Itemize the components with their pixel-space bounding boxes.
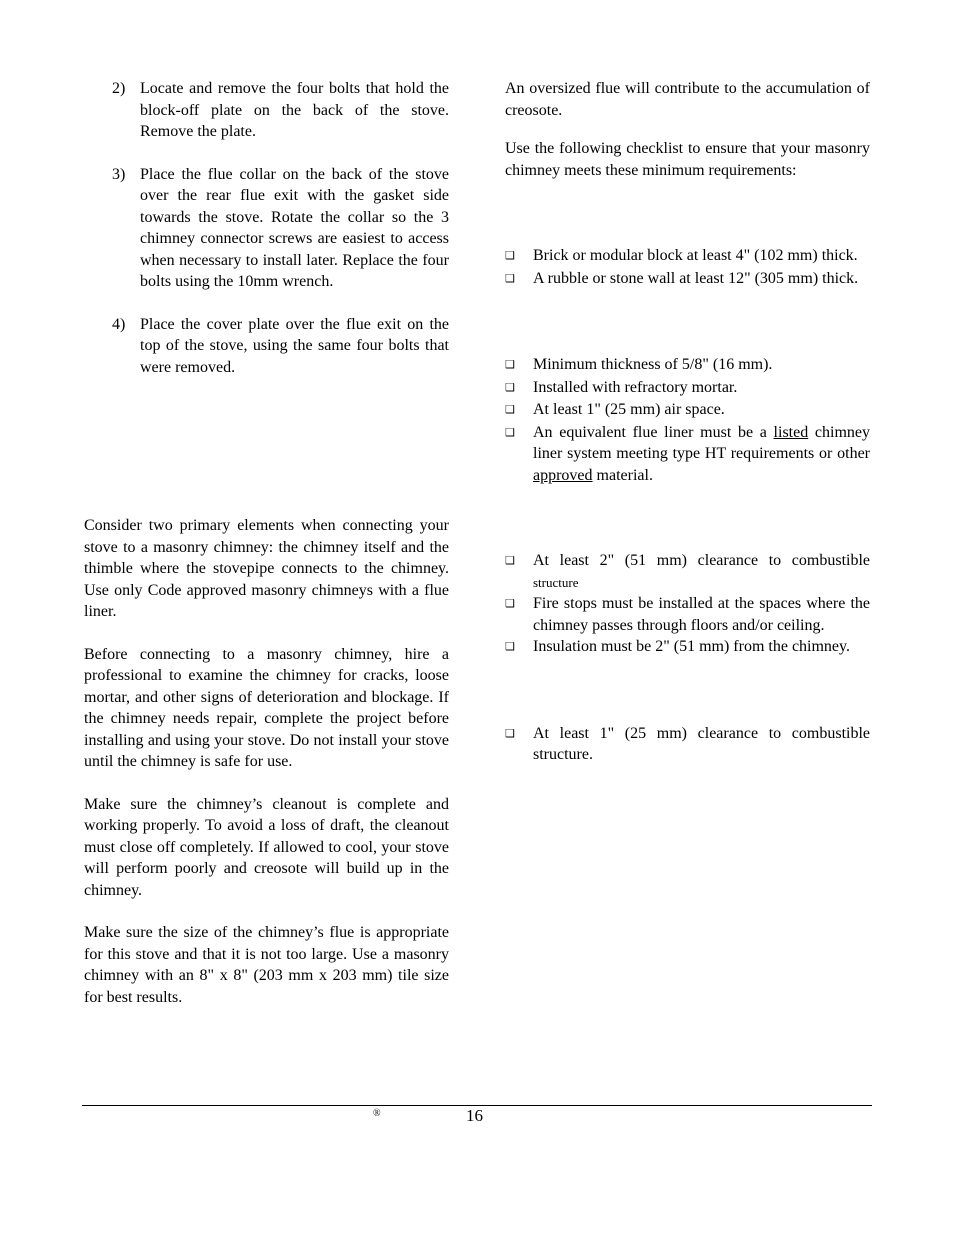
checkbox-bullet-icon: ❑ bbox=[505, 250, 515, 262]
step-4 bbox=[112, 314, 449, 379]
step-text: Place the flue collar on the back of the stove over the rear flue exit with the gasket side towards the stove. Rotate the collar so the 3 chimney connector screws are easiest to access when necessary to install later. Replace the four bolts using the 10mm wrench. bbox=[140, 165, 449, 290]
checkbox-bullet-icon: ❑ bbox=[505, 359, 515, 371]
paragraph-oversized-flue: An oversized flue will contribute to the accumulation of creosote. bbox=[505, 80, 870, 119]
checkbox-bullet-icon: ❑ bbox=[505, 555, 515, 567]
checklist-clearance bbox=[505, 550, 870, 659]
checklist-item: ❑ Fire stops must be installed at the spaces where the chimney passes through floors and/or ceiling. bbox=[505, 593, 870, 636]
step-number: 4) bbox=[112, 315, 126, 333]
step-text: Locate and remove the four bolts that hold the block-off plate on the back of the stove. Remove the plate. bbox=[140, 80, 449, 140]
step-number: 2) bbox=[112, 80, 126, 97]
paragraph-hire-professional: Before connecting to a masonry chimney, hire a professional to examine the chimney for cracks, loose mortar, and other signs of deterioration and blockage. If the chimney needs repair, complete the project before installing and using your stove. Do not install your stove until the chimney is safe for use. bbox=[84, 645, 449, 770]
checklist-item: ❑ An equivalent flue liner must be a listed chimney liner system meeting type HT requirements or other approved material. bbox=[505, 422, 870, 487]
checklist-item: ❑ Installed with refractory mortar. bbox=[505, 377, 870, 400]
checkbox-bullet-icon: ❑ bbox=[505, 381, 515, 394]
checklist-item: ❑ A rubble or stone wall at least 12" (305 mm) thick. bbox=[505, 268, 870, 291]
right-column bbox=[505, 78, 870, 766]
page-number: 16 bbox=[466, 1106, 483, 1125]
checklist-item: ❑ Brick or modular block at least 4" (102 mm) thick. bbox=[505, 245, 870, 268]
checklist-thimble bbox=[505, 723, 870, 766]
step-2 bbox=[112, 78, 449, 143]
checklist-wall bbox=[505, 245, 870, 290]
step-number: 3) bbox=[112, 165, 126, 183]
approved-term: approved bbox=[533, 466, 593, 484]
paragraph-cleanout: Make sure the chimney’s cleanout is complete and working properly. To avoid a loss of draft, the cleanout must close off completely. If allowed to cool, your stove will perform poorly and creosote will build up in the chimney. bbox=[84, 795, 449, 899]
checklist-item: ❑ At least 2" (51 mm) clearance to combustible structure bbox=[505, 550, 870, 593]
paragraph-checklist-intro: Use the following checklist to ensure that your masonry chimney meets these minimum requirements: bbox=[505, 140, 870, 179]
listed-term: listed bbox=[773, 423, 809, 441]
checkbox-bullet-icon: ❑ bbox=[505, 641, 515, 653]
checklist-item: ❑ Insulation must be 2" (51 mm) from the chimney. bbox=[505, 636, 870, 659]
checklist-liner bbox=[505, 354, 870, 486]
checkbox-bullet-icon: ❑ bbox=[505, 404, 515, 416]
checklist-item: ❑ At least 1" (25 mm) air space. bbox=[505, 399, 870, 422]
checklist-item: ❑ Minimum thickness of 5/8" (16 mm). bbox=[505, 354, 870, 377]
step-text: Place the cover plate over the flue exit on the top of the stove, using the same four bolts that were removed. bbox=[140, 315, 449, 376]
step-3 bbox=[112, 164, 449, 293]
checkbox-bullet-icon: ❑ bbox=[505, 598, 515, 610]
left-column bbox=[84, 78, 449, 1008]
checkbox-bullet-icon: ❑ bbox=[505, 727, 515, 740]
paragraph-flue-size: Make sure the size of the chimney’s flue is appropriate for this stove and that it is not too large. Use a masonry chimney with an 8" x 8" (203 mm x 203 mm) tile size for best results. bbox=[84, 924, 449, 1006]
checkbox-bullet-icon: ❑ bbox=[505, 426, 515, 439]
paragraph-consider-elements: Consider two primary elements when connecting your stove to a masonry chimney: the chimney itself and the thimble where the stovepipe connects to the chimney. Use only Code approved masonry chimneys with a flue liner. bbox=[84, 517, 449, 620]
registered-mark: ® bbox=[373, 1108, 381, 1119]
checkbox-bullet-icon: ❑ bbox=[505, 272, 515, 285]
checklist-item: ❑ At least 1" (25 mm) clearance to combustible structure. bbox=[505, 723, 870, 766]
